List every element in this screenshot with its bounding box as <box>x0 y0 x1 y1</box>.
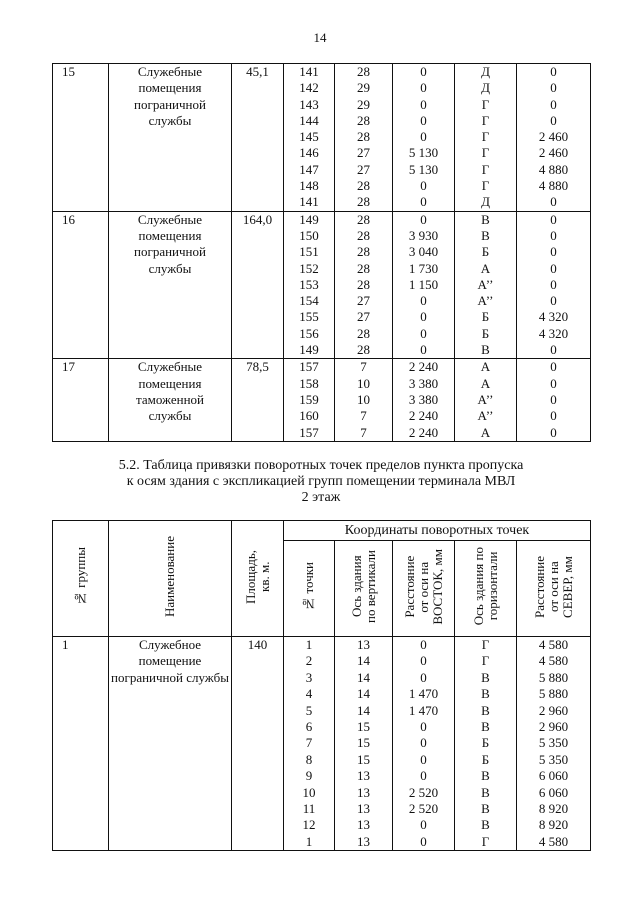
east-distance: 1 150 <box>408 276 439 292</box>
point-number: 5 <box>305 702 313 718</box>
vertical-axis: 27 <box>357 161 370 177</box>
north-distance: 0 <box>550 112 557 128</box>
vertical-axis: 28 <box>357 194 370 210</box>
horizontal-axis: Г <box>481 112 490 128</box>
vertical-axis: 7 <box>360 359 367 375</box>
horizontal-axis: Б <box>481 325 490 341</box>
group-name-line: пограничной службы <box>111 669 229 685</box>
header-horizontal-axis <box>455 541 517 637</box>
vertical-axis: 13 <box>357 833 370 849</box>
header-label: Площадь, кв. м. <box>242 549 272 604</box>
group-name-line: пограничной <box>134 244 206 260</box>
horizontal-axis: В <box>481 686 490 702</box>
group-number-value: 16 <box>62 211 75 227</box>
east-distance: 0 <box>420 637 427 652</box>
point-number: 141 <box>299 194 319 210</box>
vertical-axis: 7 <box>360 424 367 440</box>
point-number: 155 <box>299 309 319 325</box>
point-number: 6 <box>305 718 313 734</box>
point-number: 1 <box>305 833 313 849</box>
vertical-axis: 29 <box>357 80 370 96</box>
east-distance: 0 <box>420 80 427 96</box>
east-distance: 0 <box>420 735 427 751</box>
header-group-number <box>53 521 109 637</box>
north-distance: 5 880 <box>538 669 569 685</box>
east-distance-cell <box>393 637 455 851</box>
horizontal-axis: А <box>480 260 491 276</box>
east-distance: 3 930 <box>408 227 439 243</box>
point-number: 154 <box>299 293 319 309</box>
horizontal-axis: А’’ <box>477 408 494 424</box>
point-number: 156 <box>299 325 319 341</box>
vertical-axis: 10 <box>357 375 370 391</box>
group-number-value: 1 <box>62 637 69 652</box>
vertical-axis: 28 <box>357 64 370 79</box>
north-distance: 0 <box>550 64 557 79</box>
north-distance: 8 920 <box>538 817 569 833</box>
east-distance-cell <box>393 211 455 359</box>
point-number: 160 <box>299 408 319 424</box>
north-distance: 2 960 <box>538 718 569 734</box>
group-name <box>109 637 232 851</box>
group-row <box>53 359 591 441</box>
header-label: № точки <box>301 561 316 612</box>
group-number-value: 17 <box>62 359 75 375</box>
east-distance: 5 130 <box>408 161 439 177</box>
horizontal-axis: В <box>481 784 490 800</box>
group-name-line: таможенной <box>136 391 204 407</box>
group-name-line: службы <box>148 260 192 276</box>
header-label: Расстояние от оси на ВОСТОК, мм <box>401 548 445 625</box>
header-label: Ось здания по горизонтали <box>470 547 500 626</box>
east-distance: 0 <box>420 751 427 767</box>
group-name-line: помещения <box>138 375 202 391</box>
group-area <box>232 637 284 851</box>
horizontal-axis: А’’ <box>477 293 494 309</box>
horizontal-axis-cell <box>455 64 517 212</box>
group-number <box>53 64 109 212</box>
north-distance: 0 <box>550 342 557 358</box>
group-row <box>53 637 591 851</box>
group-area-value: 45,1 <box>246 64 269 79</box>
group-name-line: Служебное <box>138 637 202 652</box>
vertical-axis: 15 <box>357 751 370 767</box>
vertical-axis: 28 <box>357 129 370 145</box>
page-number: 14 <box>313 30 327 45</box>
point-number: 10 <box>302 784 316 800</box>
east-distance: 2 520 <box>408 800 439 816</box>
vertical-axis: 28 <box>357 178 370 194</box>
group-name-line: Служебные <box>137 211 203 227</box>
north-distance: 0 <box>550 260 557 276</box>
point-number: 149 <box>299 211 319 227</box>
vertical-axis: 15 <box>357 718 370 734</box>
north-distance: 2 960 <box>538 702 569 718</box>
east-distance: 0 <box>420 178 427 194</box>
header-label: № группы <box>72 546 88 607</box>
group-name-line: помещения <box>138 80 202 96</box>
vertical-axis: 28 <box>357 211 370 227</box>
group-name <box>109 359 232 441</box>
horizontal-axis: Г <box>481 637 490 652</box>
group-number-value: 15 <box>62 64 75 79</box>
east-distance: 0 <box>420 112 427 128</box>
horizontal-axis: Д <box>481 64 490 79</box>
horizontal-axis: А <box>480 424 491 440</box>
east-distance: 0 <box>420 194 427 210</box>
east-distance-cell <box>393 64 455 212</box>
vertical-axis: 14 <box>357 686 370 702</box>
point-number: 145 <box>299 129 319 145</box>
horizontal-axis-cell <box>455 637 517 851</box>
vertical-axis: 13 <box>357 800 370 816</box>
north-distance: 0 <box>550 293 557 309</box>
north-distance: 0 <box>550 194 557 210</box>
east-distance: 0 <box>420 817 427 833</box>
vertical-axis: 27 <box>357 293 370 309</box>
vertical-axis: 13 <box>357 817 370 833</box>
east-distance: 2 520 <box>408 784 439 800</box>
point-number: 149 <box>299 342 319 358</box>
north-distance: 6 060 <box>538 784 569 800</box>
group-area <box>232 211 284 359</box>
east-distance: 0 <box>420 309 427 325</box>
north-distance-cell <box>517 359 591 441</box>
north-distance: 0 <box>550 408 557 424</box>
north-distance: 0 <box>550 227 557 243</box>
horizontal-axis: Г <box>481 129 490 145</box>
horizontal-axis: А <box>480 359 491 375</box>
point-number-cell <box>284 64 335 212</box>
horizontal-axis: В <box>481 718 490 734</box>
header-north-distance <box>517 541 591 637</box>
point-number: 146 <box>299 145 319 161</box>
group-area-value: 164,0 <box>242 211 273 227</box>
point-number: 142 <box>299 80 319 96</box>
vertical-axis: 13 <box>357 784 370 800</box>
vertical-axis: 28 <box>357 342 370 358</box>
vertical-axis: 27 <box>357 309 370 325</box>
east-distance: 1 470 <box>408 686 439 702</box>
group-name-line: службы <box>148 408 192 424</box>
horizontal-axis: В <box>481 817 490 833</box>
north-distance: 5 350 <box>538 751 569 767</box>
point-number: 2 <box>305 653 313 669</box>
east-distance: 0 <box>420 325 427 341</box>
horizontal-axis-cell <box>455 211 517 359</box>
header-vertical-axis <box>335 541 393 637</box>
east-distance: 0 <box>420 653 427 669</box>
vertical-axis: 28 <box>357 325 370 341</box>
group-name-line: Служебные <box>137 359 203 375</box>
east-distance-cell <box>393 359 455 441</box>
point-number: 4 <box>305 686 313 702</box>
east-distance: 3 040 <box>408 244 439 260</box>
point-number: 147 <box>299 161 319 177</box>
group-number <box>53 211 109 359</box>
header-coordinates: Координаты поворотных точек <box>284 521 591 541</box>
north-distance: 0 <box>550 244 557 260</box>
vertical-axis: 28 <box>357 244 370 260</box>
east-distance: 0 <box>420 768 427 784</box>
coordinates-table-floor-2 <box>52 520 591 851</box>
east-distance: 2 240 <box>408 408 439 424</box>
group-name-line: помещение <box>138 653 202 669</box>
vertical-axis: 29 <box>357 96 370 112</box>
horizontal-axis-cell <box>455 359 517 441</box>
east-distance: 3 380 <box>408 391 439 407</box>
north-distance: 0 <box>550 375 557 391</box>
north-distance: 0 <box>550 211 557 227</box>
east-distance: 0 <box>420 669 427 685</box>
north-distance: 6 060 <box>538 768 569 784</box>
north-distance-cell <box>517 637 591 851</box>
header-area <box>232 521 284 637</box>
vertical-axis: 28 <box>357 276 370 292</box>
east-distance: 0 <box>420 129 427 145</box>
group-name <box>109 211 232 359</box>
horizontal-axis: Д <box>481 80 490 96</box>
group-name <box>109 64 232 212</box>
header-point-number <box>284 541 335 637</box>
north-distance: 2 460 <box>538 145 569 161</box>
vertical-axis-cell <box>335 637 393 851</box>
horizontal-axis: Г <box>481 96 490 112</box>
point-number: 157 <box>299 359 319 375</box>
horizontal-axis: В <box>481 800 490 816</box>
north-distance-cell <box>517 211 591 359</box>
point-number: 3 <box>305 669 313 685</box>
point-number: 151 <box>299 244 319 260</box>
north-distance: 4 580 <box>538 833 569 849</box>
heading-line: 2 этаж <box>301 490 341 505</box>
east-distance: 0 <box>420 833 427 849</box>
north-distance: 5 350 <box>538 735 569 751</box>
point-number: 9 <box>305 768 313 784</box>
north-distance: 0 <box>550 96 557 112</box>
horizontal-axis: Г <box>481 161 490 177</box>
vertical-axis: 28 <box>357 112 370 128</box>
horizontal-axis: А <box>480 375 491 391</box>
point-number: 148 <box>299 178 319 194</box>
point-number: 141 <box>299 64 319 79</box>
east-distance: 2 240 <box>408 424 439 440</box>
point-number-cell <box>284 359 335 441</box>
point-number: 159 <box>299 391 319 407</box>
vertical-axis: 28 <box>357 227 370 243</box>
horizontal-axis: Д <box>481 194 490 210</box>
group-name-line: пограничной <box>134 96 206 112</box>
horizontal-axis: В <box>481 669 490 685</box>
north-distance: 4 580 <box>538 637 569 652</box>
point-number: 153 <box>299 276 319 292</box>
north-distance: 0 <box>550 424 557 440</box>
east-distance: 5 130 <box>408 145 439 161</box>
vertical-axis: 28 <box>357 260 370 276</box>
north-distance: 0 <box>550 359 557 375</box>
north-distance: 0 <box>550 80 557 96</box>
north-distance-cell <box>517 64 591 212</box>
vertical-axis: 27 <box>357 145 370 161</box>
vertical-axis: 14 <box>357 653 370 669</box>
group-row <box>53 64 591 212</box>
coordinates-table-floor-1 <box>52 63 591 442</box>
north-distance: 4 320 <box>538 325 569 341</box>
group-area <box>232 64 284 212</box>
vertical-axis: 15 <box>357 735 370 751</box>
north-distance: 8 920 <box>538 800 569 816</box>
table-heading <box>52 458 590 506</box>
north-distance: 5 880 <box>538 686 569 702</box>
horizontal-axis: Б <box>481 751 490 767</box>
group-area-value: 78,5 <box>246 359 269 375</box>
vertical-axis: 14 <box>357 669 370 685</box>
group-name-line: Служебные <box>137 64 203 79</box>
east-distance: 0 <box>420 293 427 309</box>
point-number: 152 <box>299 260 319 276</box>
horizontal-axis: Г <box>481 145 490 161</box>
group-name-line: службы <box>148 112 192 128</box>
north-distance: 4 880 <box>538 161 569 177</box>
horizontal-axis: Б <box>481 244 490 260</box>
north-distance: 4 320 <box>538 309 569 325</box>
north-distance: 4 880 <box>538 178 569 194</box>
east-distance: 0 <box>420 64 427 79</box>
east-distance: 0 <box>420 96 427 112</box>
point-number: 8 <box>305 751 313 767</box>
point-number: 150 <box>299 227 319 243</box>
east-distance: 0 <box>420 342 427 358</box>
vertical-axis-cell <box>335 211 393 359</box>
vertical-axis: 14 <box>357 702 370 718</box>
point-number-cell <box>284 637 335 851</box>
group-area-value: 140 <box>247 637 268 652</box>
north-distance: 0 <box>550 391 557 407</box>
point-number: 144 <box>299 112 319 128</box>
horizontal-axis: А’’ <box>477 276 494 292</box>
point-number: 143 <box>299 96 319 112</box>
heading-line: 5.2. Таблица привязки поворотных точек пределов пункта пропуска <box>118 458 524 473</box>
point-number-cell <box>284 211 335 359</box>
vertical-axis: 10 <box>357 391 370 407</box>
point-number: 7 <box>305 735 313 751</box>
east-distance: 2 240 <box>408 359 439 375</box>
north-distance: 2 460 <box>538 129 569 145</box>
horizontal-axis: В <box>481 211 490 227</box>
horizontal-axis: Г <box>481 178 490 194</box>
point-number: 11 <box>302 800 316 816</box>
north-distance: 0 <box>550 276 557 292</box>
horizontal-axis: В <box>481 702 490 718</box>
group-area <box>232 359 284 441</box>
point-number: 157 <box>299 424 319 440</box>
horizontal-axis: В <box>481 227 490 243</box>
east-distance: 0 <box>420 718 427 734</box>
horizontal-axis: Г <box>481 833 490 849</box>
vertical-axis: 7 <box>360 408 367 424</box>
north-distance: 4 580 <box>538 653 569 669</box>
east-distance: 1 730 <box>408 260 439 276</box>
east-distance: 0 <box>420 211 427 227</box>
horizontal-axis: Б <box>481 735 490 751</box>
horizontal-axis: В <box>481 342 490 358</box>
vertical-axis: 13 <box>357 637 370 652</box>
horizontal-axis: А’’ <box>477 391 494 407</box>
horizontal-axis: В <box>481 768 490 784</box>
header-label: Наименование <box>162 536 177 617</box>
point-number: 158 <box>299 375 319 391</box>
horizontal-axis: Г <box>481 653 490 669</box>
vertical-axis-cell <box>335 64 393 212</box>
horizontal-axis: Б <box>481 309 490 325</box>
group-number <box>53 359 109 441</box>
header-name <box>109 521 232 637</box>
point-number: 1 <box>305 637 313 652</box>
east-distance: 1 470 <box>408 702 439 718</box>
header-label: Расстояние от оси на СЕВЕР, мм <box>531 555 575 618</box>
point-number: 12 <box>302 817 316 833</box>
vertical-axis: 13 <box>357 768 370 784</box>
group-row <box>53 211 591 359</box>
header-label: Ось здания по вертикали <box>348 550 378 623</box>
group-name-line: помещения <box>138 227 202 243</box>
group-number <box>53 637 109 851</box>
east-distance: 3 380 <box>408 375 439 391</box>
heading-line: к осям здания с экспликацией групп помещении терминала МВЛ <box>126 474 516 489</box>
header-east-distance <box>393 541 455 637</box>
vertical-axis-cell <box>335 359 393 441</box>
